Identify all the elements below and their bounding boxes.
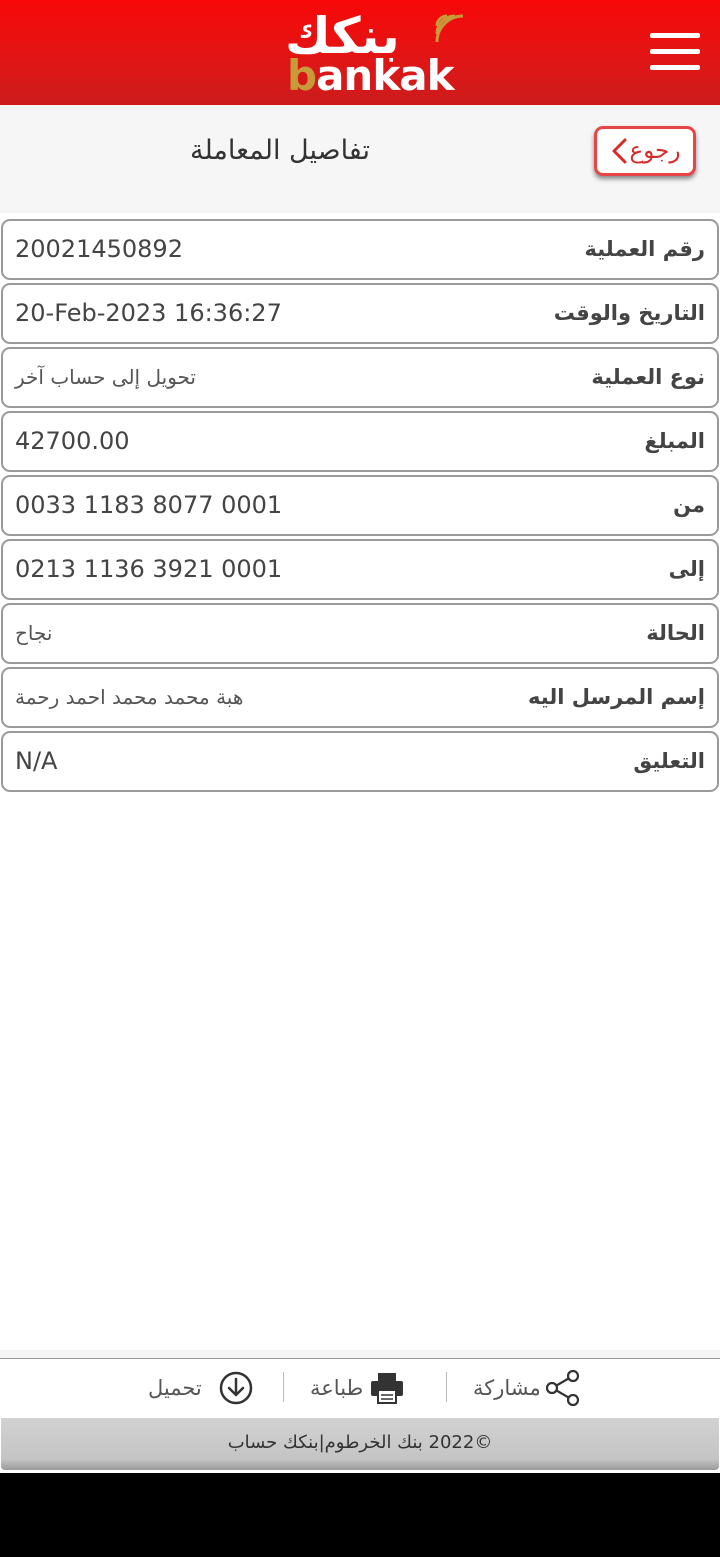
- detail-value: 20-Feb-2023 16:36:27: [15, 299, 282, 327]
- detail-label: رقم العملية: [584, 237, 705, 261]
- detail-label: نوع العملية: [591, 365, 705, 389]
- chevron-left-icon: [610, 137, 628, 165]
- app-header: [0, 0, 720, 105]
- detail-value: N/A: [15, 747, 58, 775]
- download-button[interactable]: [148, 1360, 254, 1416]
- detail-row-date-time: [1, 283, 719, 344]
- detail-label: إسم المرسل اليه: [528, 685, 705, 709]
- download-icon: [218, 1370, 254, 1406]
- page-title: تفاصيل المعاملة: [190, 135, 370, 166]
- detail-value: 0033 1183 8077 0001: [15, 491, 283, 519]
- action-bar: [0, 1360, 720, 1418]
- detail-row-amount: [1, 411, 719, 472]
- detail-label: التعليق: [633, 749, 705, 773]
- printer-icon: [369, 1371, 405, 1405]
- detail-value: 42700.00: [15, 427, 130, 455]
- detail-row-transaction-number: [1, 219, 719, 280]
- detail-label: الحالة: [646, 621, 705, 645]
- bankak-logo: [285, 7, 465, 100]
- detail-row-recipient-name: [1, 667, 719, 728]
- hamburger-menu-icon[interactable]: [650, 33, 702, 73]
- signal-icon: [433, 12, 463, 42]
- share-icon: [543, 1368, 583, 1408]
- logo-arabic-text: بنكك: [285, 7, 400, 65]
- logo-ankak-text: ankak: [316, 51, 454, 100]
- back-button-label: رجوع: [629, 138, 681, 164]
- title-bar: [0, 105, 720, 213]
- share-label: مشاركة: [473, 1376, 541, 1400]
- detail-value: 20021450892: [15, 235, 183, 263]
- detail-value: تحويل إلى حساب آخر: [15, 365, 196, 389]
- detail-row-transaction-type: [1, 347, 719, 408]
- back-button[interactable]: [594, 126, 696, 176]
- detail-label: إلى: [668, 557, 705, 581]
- copyright-bar: ©2022 بنك الخرطوم|بنكك حساب: [1, 1418, 719, 1470]
- detail-row-from: [1, 475, 719, 536]
- action-separator: [283, 1372, 284, 1402]
- detail-row-status: [1, 603, 719, 664]
- logo-b-letter: b: [287, 51, 317, 100]
- action-separator: [446, 1372, 447, 1402]
- detail-row-comment: [1, 731, 719, 792]
- detail-label: المبلغ: [644, 429, 705, 453]
- system-navigation-area: [0, 1473, 720, 1557]
- detail-value: هبة محمد محمد احمد رحمة: [15, 685, 244, 709]
- detail-label: من: [673, 493, 705, 517]
- logo-english-text: [287, 51, 454, 100]
- detail-row-to: [1, 539, 719, 600]
- print-button[interactable]: [310, 1360, 405, 1416]
- download-label: تحميل: [148, 1376, 202, 1400]
- actions-divider: [0, 1350, 720, 1359]
- share-button[interactable]: [473, 1360, 583, 1416]
- print-label: طباعة: [310, 1376, 364, 1400]
- detail-label: التاريخ والوقت: [553, 301, 705, 325]
- detail-value: 0213 1136 3921 0001: [15, 555, 283, 583]
- detail-value: نجاح: [15, 621, 53, 645]
